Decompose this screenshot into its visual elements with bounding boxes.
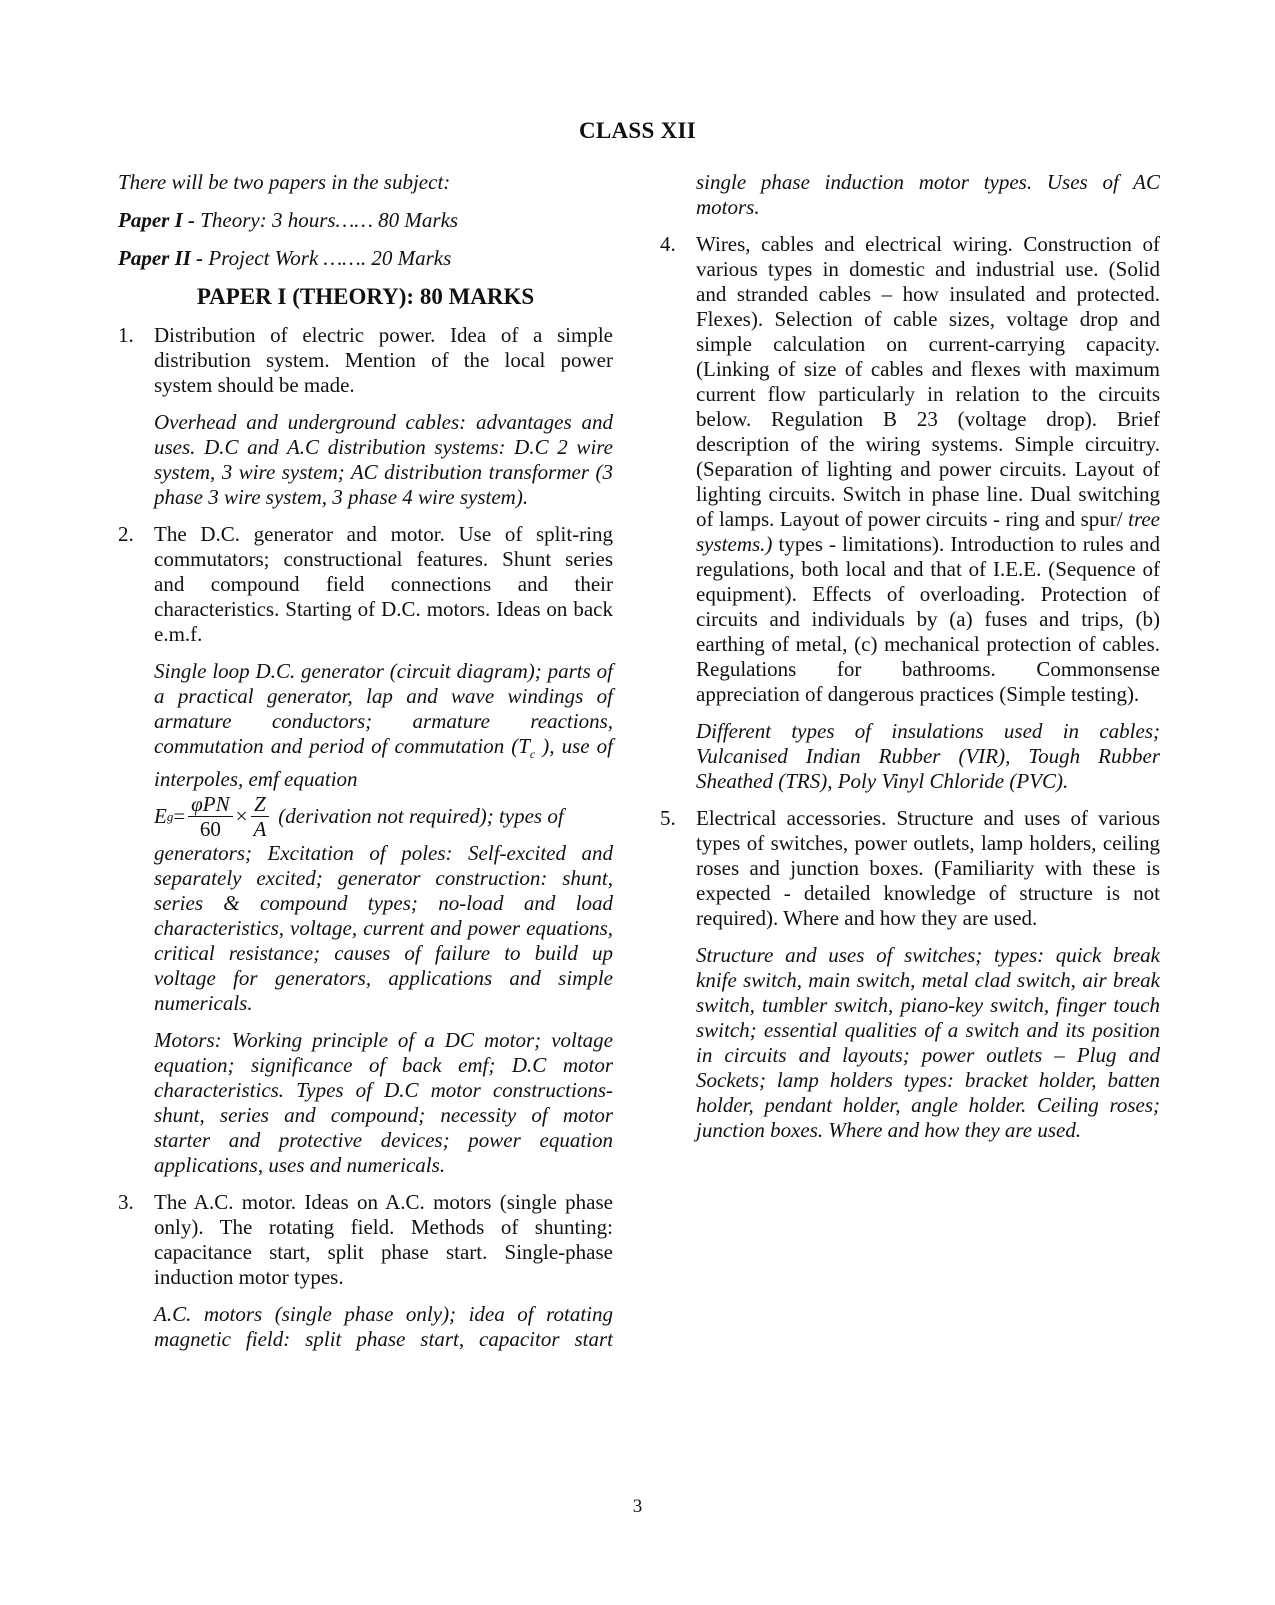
list-item (118, 522, 613, 647)
page-number: 3 (632, 1496, 643, 1517)
paper-2-label: Paper II - (118, 246, 204, 270)
fraction-denominator: A (253, 817, 267, 842)
paper-1-text: Theory: 3 hours…… 80 Marks (200, 208, 459, 232)
fraction-numerator: φPN (188, 792, 232, 817)
item-detail: Structure and uses of switches; types: quick break knife switch, main switch, metal clad switch, air break switch, tumbler switch, piano-key switch, finger touch switch; essential qualities of a switch and its position in circuits and layouts; power outlets – Plug and Sockets; lamp holders types: bracket holder, batten holder, pendant holder, angle holder. Ceiling roses; junction boxes. Where and how they are used. (696, 943, 1160, 1142)
item-number: 4. (660, 232, 676, 256)
item-number: 3. (118, 1190, 134, 1215)
detail-text-part: ), use of interpoles, emf equation (154, 734, 613, 792)
item-detail: Overhead and underground cables: advantages and uses. D.C and A.C distribution systems: D.C 2 wire system, 3 wire system; AC distribution transformer (3 phase 3 wire system, 3 phase 4 wire system). (154, 410, 613, 509)
fraction-numerator: Z (251, 792, 269, 817)
fraction-z-a (250, 792, 269, 841)
item-text (696, 232, 1160, 707)
item-detail: Different types of insulations used in cables; Vulcanised Indian Rubber (VIR), Tough Rubber Sheathed (TRS), Poly Vinyl Chloride (PVC). (696, 719, 1160, 793)
item-detail: Motors: Working principle of a DC motor; voltage equation; significance of back emf; D.C motor characteristics. Types of D.C motor constructions-shunt, series and compound; necessity of motor starter and protective devices; power equation applications, uses and numericals. (154, 1028, 613, 1178)
item-detail-continued: single phase induction motor types. Uses of AC motors. (696, 170, 1160, 219)
paper-1-line (118, 208, 613, 233)
item-detail-continued: generators; Excitation of poles: Self-excited and separately excited; generator construction: shunt, series & compound types; no-load and load characteristics, voltage, current and power equations, critical resistance; causes of failure to build up voltage for generators, applications and simple numericals. (154, 841, 613, 1016)
item-detail: A.C. motors (single phase only); idea of rotating magnetic field: split phase start, capacitor start (154, 1302, 613, 1352)
paper-1-label: Paper I - (118, 208, 195, 232)
page-title: CLASS XII (578, 118, 697, 143)
item-text-part: tree systems.) (696, 507, 1160, 556)
item-number: 2. (118, 522, 134, 546)
item-text: The A.C. motor. Ideas on A.C. motors (single phase only). The rotating field. Methods of shunting: capacitance start, split phase start. Single-phase induction motor types. (154, 1190, 613, 1290)
item-number: 1. (118, 323, 134, 347)
list-item (660, 232, 1160, 707)
formula-lhs: E (154, 804, 167, 829)
paper-2-line (118, 246, 613, 271)
formula-tail: (derivation not required); types of (278, 804, 564, 829)
item-text: The D.C. generator and motor. Use of split-ring commutators; constructional features. Shunt series and compound field connections and their characteristics. Starting of D.C. motors. Ideas on back e.m.f. (154, 522, 613, 646)
item-text: Electrical accessories. Structure and uses of various types of switches, power outlets, lamp holders, ceiling roses and junction boxes. (Familiarity with these is expected - detailed knowledge of structure is not required). Where and how they are used. (696, 806, 1160, 930)
intro-line: There will be two papers in the subject: (118, 170, 451, 194)
detail-text-part: Single loop D.C. generator (circuit diagram); parts of a practical generator, lap and wave windings of armature conductors; armature reactions, commutation and period of commutation (T (154, 659, 613, 758)
item-detail-text (154, 659, 613, 792)
list-item (118, 323, 613, 398)
paper-2-text: Project Work ……. 20 Marks (208, 246, 452, 270)
fraction-phi-pn-60 (188, 792, 232, 841)
right-column (660, 170, 1160, 1155)
item-text-part: types - limitations). Introduction to rules and regulations, both local and that of I.E.E. (Sequence of equipment). Effects of overloading. Protection of circuits and individuals by (a) fuses and trips, (b) earthing of metal, (c) mechanical protection of cables. Regulations for bathrooms. Commonsense appreciation of dangerous practices (Simple testing). (696, 532, 1160, 706)
item-detail (154, 659, 613, 1016)
fraction-denominator: 60 (199, 817, 221, 842)
formula-times: × (235, 804, 248, 829)
left-column (118, 170, 613, 1364)
formula-equals: = (173, 804, 186, 829)
emf-equation (154, 792, 613, 841)
item-number: 5. (660, 806, 676, 830)
item-text-part: Wires, cables and electrical wiring. Construction of various types in domestic and industrial use. (Solid and stranded cables – how insulated and protected. Flexes). Selection of cable sizes, voltage drop and simple calculation on current-carrying capacity. (Linking of size of cables and flexes with maximum current flow particularly in relation to the circuits below. Regulation B 23 (voltage drop). Brief description of the wiring systems. Simple circuitry. (Separation of lighting and power circuits. Layout of lighting circuits. Switch in phase line. Dual switching of lamps. Layout of power circuits - ring and spur/ (696, 232, 1160, 531)
formula-lhs-subscript: g (166, 809, 174, 825)
item-text: Distribution of electric power. Idea of a simple distribution system. Mention of the local power system should be made. (154, 323, 613, 397)
list-item (660, 806, 1160, 931)
commutation-subscript: c (529, 747, 536, 762)
list-item (118, 1190, 613, 1290)
section-heading: PAPER I (THEORY): 80 MARKS (196, 284, 535, 309)
